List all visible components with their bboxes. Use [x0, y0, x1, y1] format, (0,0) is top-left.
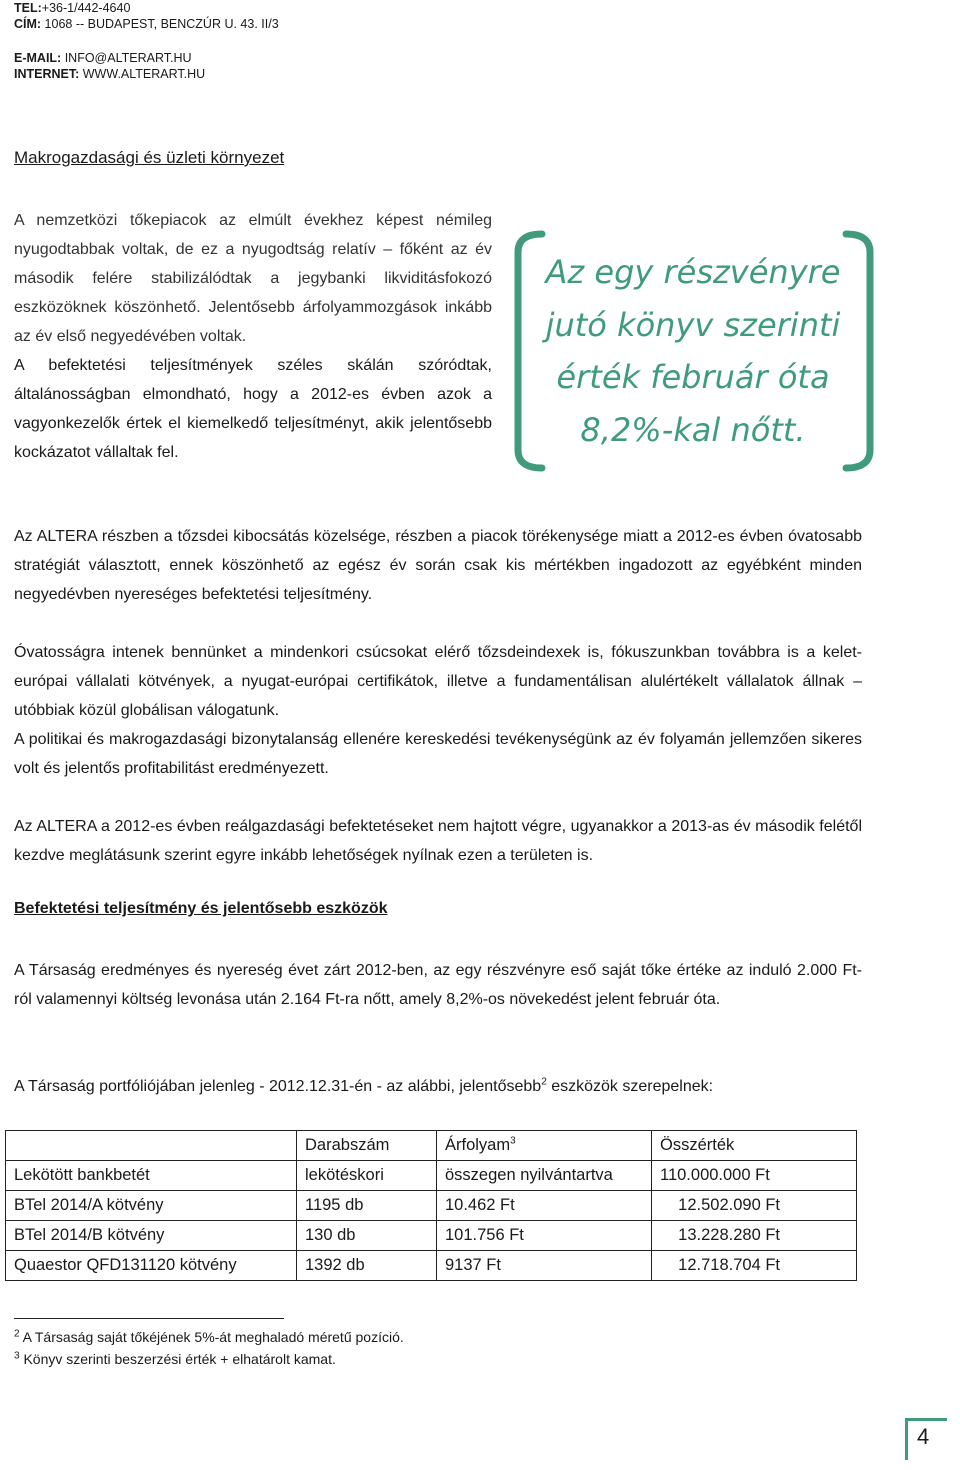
footnote-3: $^3$ Könyv szerinti beszerzési érték + elhatárolt kamat.: [14, 1350, 336, 1367]
paragraph-results: A Társaság eredményes és nyereség évet zárt 2012-ben, az egy részvényre eső saját tőke értéke az induló 2.000 Ft-ról valamennyi költség levonása után 2.164 Ft-ra nőtt, amely 8,2%-os növekedést jelent február óta.: [14, 962, 862, 1008]
quote-line-3: érték február óta: [556, 358, 830, 396]
contact-block: [14, 0, 279, 82]
pull-quote: [512, 230, 874, 472]
table-cell: 12.718.704 Ft: [652, 1251, 857, 1281]
section-title-performance: Befektetési teljesítmény és jelentősebb eszközök: [14, 900, 388, 917]
table-row: [6, 1161, 857, 1191]
quote-line-2: jutó könyv szerinti: [545, 305, 841, 344]
table-cell: Lekötött bankbetét: [6, 1161, 297, 1191]
footnote-2: $^2$ A Társaság saját tőkéjének 5%-át meghaladó méretű pozíció.: [14, 1328, 404, 1345]
table-header-cell: Darabszám: [297, 1131, 437, 1161]
table-header-row: [6, 1131, 857, 1161]
section-title-macro: Makrogazdasági és üzleti környezet: [14, 148, 285, 167]
table-header-cell: [6, 1131, 297, 1161]
paragraph-strategy: Az ALTERA részben a tőzsdei kibocsátás közelsége, részben a piacok törékenysége miatt a 2012-es évben óvatosabb stratégiát választott, ennek köszönhető az egész év során csak kis mértékben ingadozott az egyébként minden negyedévben nyereséges befektetési teljesítmény.: [14, 528, 862, 603]
page-number-box: [905, 1418, 947, 1460]
table-cell: 1392 db: [297, 1251, 437, 1281]
quote-line-1: Az egy részvényre: [545, 253, 841, 291]
table-cell: Quaestor QFD131120 kötvény: [6, 1251, 297, 1281]
table-cell: 12.502.090 Ft: [652, 1191, 857, 1221]
quote-text: [512, 246, 874, 456]
table-cell: összegen nyilvántartva: [437, 1161, 652, 1191]
table-cell: 1195 db: [297, 1191, 437, 1221]
paragraph-politics: A politikai és makrogazdasági bizonytalanság ellenére kereskedési tevékenységünk az év folyamán jellemzően sikeres volt és jelentős profitabilitást eredményezett.: [14, 731, 862, 777]
footnote-ref-2: 2: [541, 1076, 547, 1088]
paragraph-portfolio-intro: A Társaság portfóliójában jelenleg - 2012.12.31-én - az alábbi, jelentősebb$^2$ eszközök szerepelnek:: [14, 1076, 714, 1095]
intro-text: [14, 206, 492, 467]
portfolio-table: [5, 1130, 857, 1281]
table-cell: 101.756 Ft: [437, 1221, 652, 1251]
paragraph-caution: Óvatosságra intenek bennünket a mindenkori csúcsokat elérő tőzsdeindexek is, fókuszunkban továbbra is a kelet-európai vállalati kötvények, a nyugat-európai certifikátok, illetve a fundamentálisan alulértékelt vállalatok állnak – utóbbiak közül globálisan válogatunk. A politikai és makrogazdasági bizonytalanság ellenére kereskedési tevékenységünk az év folyamán jellemzően sikeres volt és jelentős profitabilitást eredményezett.: [14, 638, 862, 783]
intro-paragraph-1: A nemzetközi tőkepiacok az elmúlt évekhez képest némileg nyugodtabbak voltak, de ez a nyugodtság relatív – főként az év második felére stabilizálódtak a jegybanki likviditásfokozó eszközöknek köszönhető. Jelentősebb árfolyammozgások inkább az év első negyedévében voltak.: [14, 212, 492, 345]
contact-address: CÍM: 1068 -- BUDAPEST, BENCZÚR U. 43. II/3: [14, 17, 279, 31]
table-header-cell: Árfolyam$^3$: [437, 1131, 652, 1161]
table-cell: 10.462 Ft: [437, 1191, 652, 1221]
table-cell: 130 db: [297, 1221, 437, 1251]
table-row: [6, 1191, 857, 1221]
table-row: [6, 1251, 857, 1281]
intro-paragraph-2: A befektetési teljesítmények széles skálán szóródtak, általánosságban elmondható, hogy a 2012-es évben azok a vagyonkezelők értek el kiemelkedő teljesítményt, akik jelentősebb kockázatot vállaltak fel.: [14, 357, 492, 461]
table-row: [6, 1221, 857, 1251]
paragraph-real-economy: Az ALTERA a 2012-es évben reálgazdasági befektetéseket nem hajtott végre, ugyanakkor a 2013-as év második felétől kezdve meglátásunk szerint egyre inkább lehetőségek nyílnak ezen a területen is.: [14, 818, 862, 864]
table-cell: BTel 2014/A kötvény: [6, 1191, 297, 1221]
footnote-ref-3: 3: [510, 1135, 516, 1147]
footnote-divider: [14, 1318, 284, 1319]
footnotes: [14, 1326, 404, 1370]
contact-email: E-MAIL: INFO@ALTERART.HU: [14, 51, 192, 65]
table-cell: 110.000.000 Ft: [652, 1161, 857, 1191]
table-header-cell: Összérték: [652, 1131, 857, 1161]
table-cell: lekötéskori: [297, 1161, 437, 1191]
table-cell: BTel 2014/B kötvény: [6, 1221, 297, 1251]
page-number: 4: [917, 1424, 930, 1449]
table-cell: 13.228.280 Ft: [652, 1221, 857, 1251]
contact-tel: TEL:+36-1/442-4640: [14, 1, 131, 15]
quote-line-4: 8,2%-kal nőtt.: [580, 410, 806, 449]
contact-internet: INTERNET: WWW.ALTERART.HU: [14, 67, 206, 81]
table-cell: 9137 Ft: [437, 1251, 652, 1281]
